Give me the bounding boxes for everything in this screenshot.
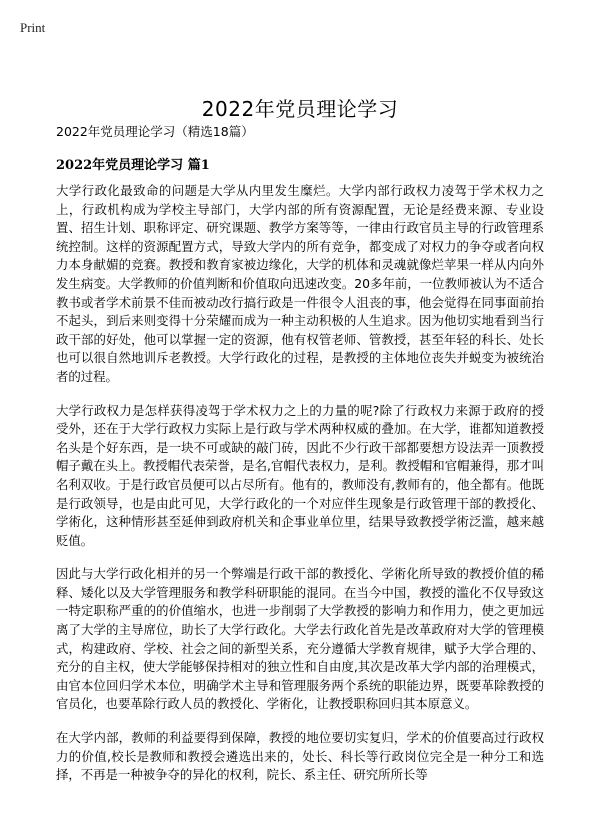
article-paragraph: 在大学内部，教师的利益要得到保障，教授的地位要切实复归，学术的价值要高过行政权力的价值,校长是教师和教授会遴选出来的，处长、科长等行政岗位完全是一种分工和选择，不再是一种被争夺的异化的权利，院长、系主任、研究所所长等 (56, 730, 544, 783)
print-link[interactable]: Print (20, 20, 46, 35)
article-paragraph: 大学行政化最致命的问题是大学从内里发生糜烂。大学内部行政权力凌驾于学术权力之上，行政机构成为学校主导部门，大学内部的所有资源配置，无论是经费来源、专业设置、招生计划、职称评定、研究课题、教学方案等等，一律由行政官员主导的行政管理系统控制。这样的资源配置方式，导致大学内的所有竞争，都变成了对权力的争夺或者向权力本身献媚的竞赛。教授和教育家被边缘化，大学的机体和灵魂就像烂苹果一样从内向外发生病变。大学教师的价值判断和价值取向迅速改变。20多年前，一位教师被认为不适合教书或者学术前景不佳而被动改行搞行政是一件很令人沮丧的事，他会觉得在同事面前抬不起头，到后来则变得十分荣耀而成为一种主动积极的人生追求。因为他切实地看到当行政干部的好处，他可以掌握一定的资源，他有权管老师、管教授，甚至年轻的科长、处长也可以很自然地训斥老教授。大学行政化的过程，是教授的主体地位丧失并蜕变为被统治者的过程。 (56, 183, 544, 384)
document-subtitle: 2022年党员理论学习（精选18篇） (56, 124, 254, 139)
page-title: 2022年党员理论学习 (201, 97, 399, 122)
article-paragraph: 因此与大学行政化相并的另一个弊端是行政干部的教授化、学術化所导致的教授价值的稀释、矮化以及大学管理服务和教学科研职能的混同。在当今中国，教授的滥化不仅导致这一特定职称严重的的价值缩水，也进一步削弱了大学教授的影响力和作用力，使之更加远离了大学的主导席位，助长了大学行政化。大学去行政化首先是改革政府对大学的管理模式，构建政府、学校、社会之间的新型关系，充分遵循大学教育规律，赋予大学合理的、充分的自主权，使大学能够保持相对的独立性和自由度,其次是改革大学内部的治理模式，由官本位回归学术本位，明确学术主导和管理服务两个系统的职能边界，既要革除教授的官员化，也要革除行政人员的教授化、学術化，让教授职称回归其本原意义。 (56, 566, 544, 712)
article-paragraph: 大学行政权力是怎样获得凌驾于学术权力之上的力量的呢?除了行政权力来源于政府的授受外，还在于大学行政权力实际上是行政与学术两种权威的叠加。在大学，谁都知道教授名头是个好东西，是一块不可或缺的敲门砖，因此不少行政干部都要想方设法弄一顶教授帽子戴在头上。教授帽代表荣誉，是名,官帽代表权力，是利。教授帽和官帽兼得，那才叫名利双收。于是行政官员便可以占尽所有。他有的，教师没有,教师有的，他全都有。他既是行政领导，也是由此可见，大学行政化的一个对应伴生现象是行政管理干部的教授化、学術化，这种情形甚至延伸到政府机关和企事业单位里，结果导致教授学術泛滥，越来越贬值。 (56, 402, 544, 548)
article-body (56, 182, 544, 800)
section-heading: 2022年党员理论学习 篇1 (56, 158, 210, 173)
